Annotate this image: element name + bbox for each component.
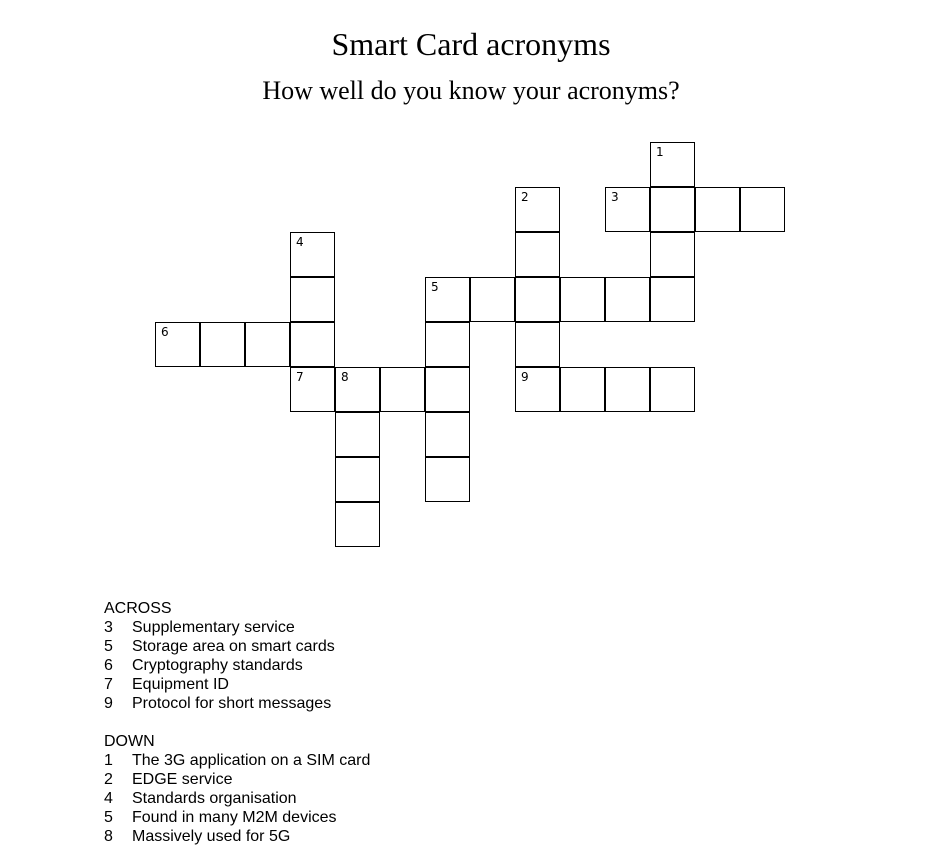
across-clue-list [104, 618, 335, 713]
crossword-cell[interactable] [515, 322, 560, 367]
clue-number: 1 [104, 752, 113, 769]
crossword-cell[interactable] [290, 367, 335, 412]
crossword-cell[interactable] [650, 232, 695, 277]
crossword-cell[interactable] [560, 367, 605, 412]
crossword-cell[interactable] [425, 322, 470, 367]
page-title: Smart Card acronyms [331, 26, 611, 62]
cell-number: 8 [341, 370, 349, 384]
down-heading: DOWN [104, 733, 155, 750]
crossword-cell[interactable] [650, 187, 695, 232]
cell-number: 1 [656, 145, 664, 159]
clue-text: Equipment ID [132, 676, 229, 693]
crossword-cell[interactable] [290, 322, 335, 367]
crossword-cell[interactable] [200, 322, 245, 367]
clue-number: 5 [104, 638, 113, 655]
crossword-cell[interactable] [335, 367, 380, 412]
crossword-cell[interactable] [650, 142, 695, 187]
clue-number: 2 [104, 771, 113, 788]
crossword-cell[interactable] [515, 367, 560, 412]
clue-item [104, 789, 370, 808]
crossword-cell[interactable] [425, 412, 470, 457]
crossword-cell[interactable] [740, 187, 785, 232]
clue-item [104, 770, 370, 789]
crossword-cell[interactable] [515, 232, 560, 277]
crossword-cell[interactable] [335, 457, 380, 502]
crossword-cell[interactable] [290, 277, 335, 322]
clue-number: 5 [104, 809, 113, 826]
cell-number: 5 [431, 280, 439, 294]
clue-number: 6 [104, 657, 113, 674]
cell-number: 2 [521, 190, 529, 204]
clue-number: 8 [104, 828, 113, 845]
clue-text: EDGE service [132, 771, 233, 788]
crossword-cell[interactable] [335, 412, 380, 457]
clue-item [104, 808, 370, 827]
crossword-cell[interactable] [245, 322, 290, 367]
across-clues [104, 599, 335, 713]
cell-number: 6 [161, 325, 169, 339]
clue-text: Protocol for short messages [132, 695, 332, 712]
clue-text: Storage area on smart cards [132, 638, 335, 655]
crossword-cell[interactable] [335, 502, 380, 547]
crossword-cell[interactable] [425, 367, 470, 412]
crossword-cell[interactable] [605, 367, 650, 412]
crossword-cell[interactable] [155, 322, 200, 367]
clue-item [104, 694, 335, 713]
crossword-cell[interactable] [515, 187, 560, 232]
crossword-cell[interactable] [695, 187, 740, 232]
clue-number: 9 [104, 695, 113, 712]
clue-text: Massively used for 5G [132, 828, 291, 845]
clue-text: Standards organisation [132, 790, 297, 807]
cell-number: 3 [611, 190, 619, 204]
crossword-cell[interactable] [380, 367, 425, 412]
clue-item [104, 751, 370, 770]
crossword-cell[interactable] [560, 277, 605, 322]
crossword-cell[interactable] [650, 277, 695, 322]
crossword-cell[interactable] [290, 232, 335, 277]
crossword-cell[interactable] [605, 187, 650, 232]
crossword-cell[interactable] [650, 367, 695, 412]
clue-text: Supplementary service [132, 619, 295, 636]
cell-number: 4 [296, 235, 304, 249]
cell-number: 7 [296, 370, 304, 384]
clue-item [104, 827, 370, 846]
across-heading: ACROSS [104, 600, 172, 617]
page-subtitle: How well do you know your acronyms? [262, 76, 680, 105]
crossword-cell[interactable] [425, 277, 470, 322]
cell-number: 9 [521, 370, 529, 384]
crossword-cell[interactable] [425, 457, 470, 502]
crossword-cell[interactable] [605, 277, 650, 322]
crossword-cell[interactable] [515, 277, 560, 322]
clue-item [104, 675, 335, 694]
clue-number: 7 [104, 676, 113, 693]
clue-item [104, 618, 335, 637]
down-clues [104, 732, 370, 846]
clue-text: Cryptography standards [132, 657, 303, 674]
crossword-cell[interactable] [470, 277, 515, 322]
clue-number: 4 [104, 790, 113, 807]
clue-text: Found in many M2M devices [132, 809, 337, 826]
clue-item [104, 637, 335, 656]
clue-number: 3 [104, 619, 113, 636]
down-clue-list [104, 751, 370, 846]
clue-text: The 3G application on a SIM card [132, 752, 371, 769]
clue-item [104, 656, 335, 675]
